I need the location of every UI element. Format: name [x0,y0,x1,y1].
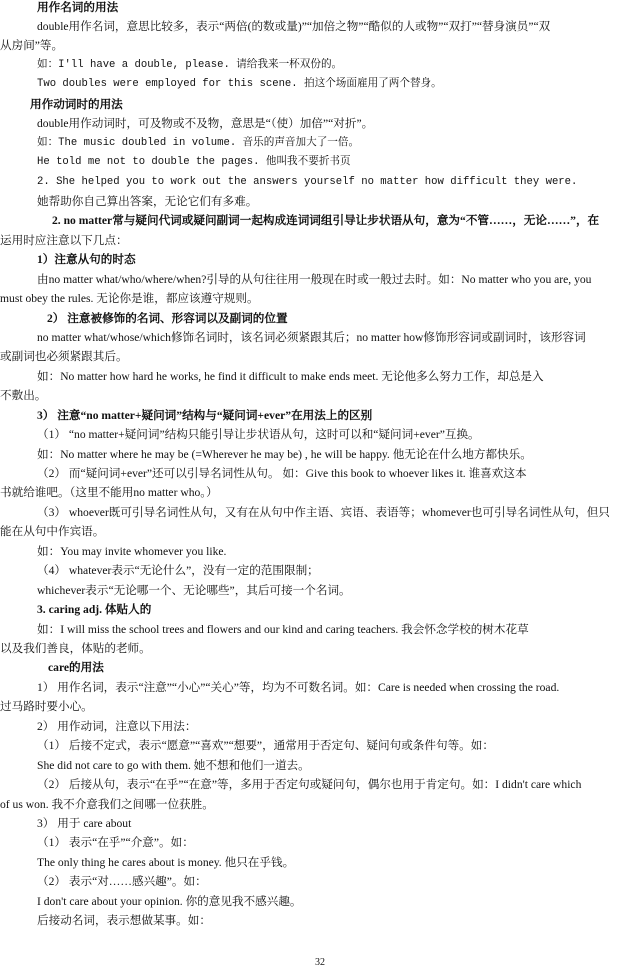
example-line: She did not care to go with them. 她不想和他们一道去。 [37,759,310,772]
text-line: 运用时应注意以下几点： [0,234,128,247]
text-line: 过马路时要小心。 [0,700,93,713]
text-line: 以及我们善良，体贴的老师。 [0,642,151,655]
text-line: （1） “no matter+疑问词”结构只能引导让步状语从句，这时可以和“疑问词+ever”互换。 [37,428,480,441]
example-line: 如：No matter how hard he works, he find it difficult to make ends meet. 无论他多么努力工作，却总是入 [37,370,544,383]
example-line: of us won. 我不介意我们之间哪一位获胜。 [0,798,214,811]
text-line: double用作动词时，可及物或不及物，意思是“（使）加倍”“对折”。 [37,117,374,130]
text-line: （2） 后接从句，表示“在乎”“在意”等，多用于否定句或疑问句，偶尔也用于肯定句。如：I didn't care which [37,778,582,791]
text-line: （2） 而“疑问词+ever”还可以引导名词性从句。 如：Give this book to whoever likes it. 谁喜欢这本 [37,467,527,480]
text-line: 书就给谁吧。（这里不能用no matter who。） [0,486,218,499]
text-line: 后接动名词，表示想做某事。如： [37,914,211,927]
example-line: 2. She helped you to work out the answers yourself no matter how difficult they were. [37,176,578,188]
example-line: Two doubles were employed for this scene. 拍这个场面雇用了两个替身。 [37,78,442,90]
text-line: no matter what/whose/which修饰名词时，该名词必须紧跟其后；no matter how修饰形容词或副词时，该形容词 [37,331,586,344]
heading-caring: 3. caring adj. 体贴人的 [37,603,152,616]
heading-difference: 3） 注意“no matter+疑问词”结构与“疑问词+ever”在用法上的区别 [37,409,373,422]
text-line: 2） 用作动词，注意以下用法： [37,720,197,733]
text-line: （1） 表示“在乎”“介意”。如： [37,836,194,849]
example-line: I don't care about your opinion. 你的意见我不感兴趣。 [37,895,302,908]
text-line: 从房间”等。 [0,39,64,52]
heading-verb-usage: 用作动词时的用法 [30,98,123,111]
text-line: must obey the rules. 无论你是谁，都应该遵守规则。 [0,292,259,305]
text-line: （4） whatever表示“无论什么”，没有一定的范围限制； [37,564,319,577]
text-line: （1） 后接不定式，表示“愿意”“喜欢”“想要”，通常用于否定句、疑问句或条件句等。如： [37,739,494,752]
heading-position: 2） 注意被修饰的名词、形容词以及副词的位置 [47,312,288,325]
text-line: 3） 用于 care about [37,817,132,830]
page-number: 32 [315,957,325,968]
example-line: 如：I'll have a double, please. 请给我来一杯双份的。 [37,59,343,71]
example-line: 如：I will miss the school trees and flowers and our kind and caring teachers. 我会怀念学校的树木花草 [37,623,529,636]
text-line: 能在从句中作宾语。 [0,525,105,538]
example-line: 如：You may invite whomever you like. [37,545,227,558]
example-line: 如：No matter where he may be (=Wherever he may be) , he will be happy. 他无论在什么地方都快乐。 [37,448,532,461]
heading-no-matter: 2. no matter常与疑问代词或疑问副词一起构成连词词组引导让步状语从句，意为“不管……，无论……”，在 [52,214,600,227]
text-line: 由no matter what/who/where/when?引导的从句往往用一般现在时或一般过去时。如：No matter who you are, you [37,273,592,286]
heading-care-usage: care的用法 [48,661,104,674]
text-line: （2） 表示“对……感兴趣”。如： [37,875,207,888]
example-line: He told me not to double the pages. 他叫我不要折书页 [37,156,351,168]
text-line: 1） 用作名词，表示“注意”“小心”“关心”等，均为不可数名词。如：Care is needed when crossing the road. [37,681,560,694]
text-line: 她帮助你自己算出答案，无论它们有多难。 [37,195,258,208]
text-line: 不敷出。 [0,389,47,402]
text-line: （3） whoever既可引导名词性从句，又有在从句中作主语、宾语、表语等；whomever也可引导名词性从句，但只 [37,506,610,519]
example-line: 如：The music doubled in volume. 音乐的声音加大了一倍。 [37,137,360,149]
text-line: 或副词也必须紧跟其后。 [0,350,128,363]
heading-noun-usage: 用作名词的用法 [37,1,119,14]
example-line: The only thing he cares about is money. 他只在乎钱。 [37,856,295,869]
text-line: whichever表示“无论哪一个、无论哪些”，其后可接一个名词。 [37,584,351,597]
heading-tense: 1）注意从句的时态 [37,253,136,266]
text-line: double用作名词，意思比较多，表示“两倍(的数或量)”“加倍之物”“酷似的人或物”“双打”“替身演员”“双 [37,20,551,33]
